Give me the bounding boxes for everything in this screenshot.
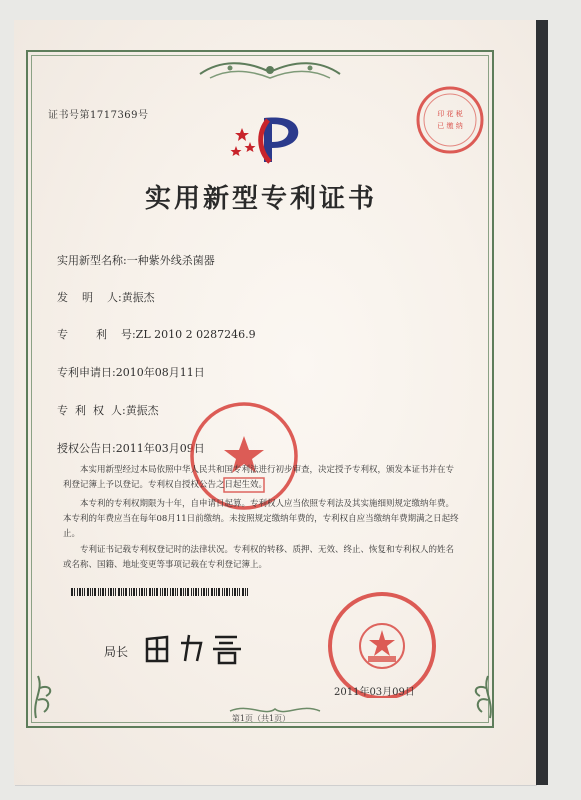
top-ornament [190, 58, 350, 84]
field-patentee [57, 402, 159, 418]
field-grant-date [57, 440, 205, 456]
field-label: 专利申请日: [57, 366, 116, 379]
field-label: 授权公告日: [57, 442, 116, 455]
field-label: 实用新型名称: [57, 254, 127, 267]
field-value: 2010年08月11日 [115, 366, 205, 379]
small-seal-stamp [414, 84, 486, 156]
field-value: ZL 2010 2 0287246.9 [135, 328, 256, 341]
field-value: 一种紫外线杀菌器 [126, 254, 215, 267]
field-value: 2011年03月09日 [115, 442, 205, 455]
field-value: 黄振杰 [121, 291, 155, 304]
field-application-date [57, 364, 205, 380]
paragraph-term: 本专利的专利权期限为十年，自申请日起算。专利权人应当依照专利法及其实施细则规定缴纳年费。本专利的年费应当在每年08月11日前缴纳。未按照规定缴纳年费的，专利权自应当缴纳年费期满之日起终止。 [63, 499, 459, 539]
page-number: 第1页（共1页） [231, 714, 291, 723]
national-ip-office-seal [318, 590, 446, 698]
field-label: 专 利 权 人: [57, 404, 126, 417]
scan-edge [536, 20, 548, 785]
director-signature [143, 627, 253, 667]
field-utility-model-name [57, 252, 215, 268]
field-inventor [57, 289, 155, 305]
patent-office-logo-icon [228, 112, 304, 168]
director-label: 局长 [104, 645, 129, 659]
seal-date: 2011年03月09日 [334, 687, 415, 698]
certificate-title: 实用新型专利证书 [144, 184, 377, 214]
paragraph-legal-status: 专利证书记载专利权登记时的法律状况。专利权的转移、质押、无效、终止、恢复和专利权人的姓名或名称、国籍、地址变更等事项记载在专利登记簿上。 [63, 545, 455, 570]
paragraph-grant: 本实用新型经过本局依照中华人民共和国专利法进行初步审查，决定授予专利权，颁发本证书并在专利登记簿上予以登记。专利权自授权公告之日起生效。 [63, 465, 455, 490]
certificate-number: 证书号第1717369号 [48, 110, 149, 121]
field-label: 发 明 人: [57, 291, 122, 304]
svg-text:已 缴 纳: 已 缴 纳 [437, 122, 463, 130]
field-value: 黄振杰 [125, 404, 159, 417]
field-patent-number [57, 326, 256, 342]
field-label: 专 利 号: [57, 328, 136, 341]
svg-text:印 花 税: 印 花 税 [437, 110, 463, 118]
barcode [71, 588, 251, 596]
